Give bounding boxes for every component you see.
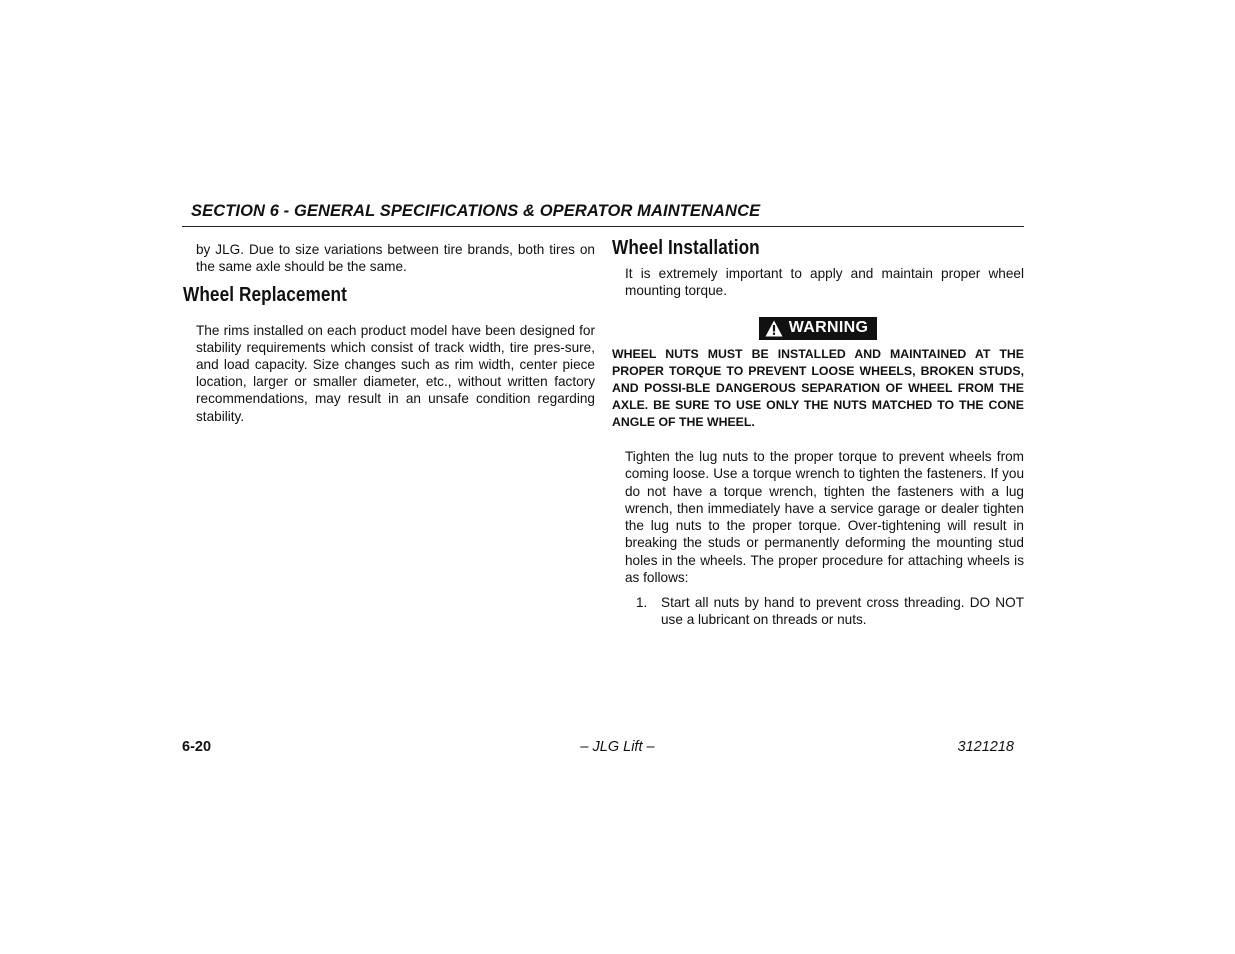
list-item [612, 594, 1024, 628]
header-rule [182, 226, 1024, 227]
step-number: 1. [636, 594, 648, 610]
left-column [183, 241, 595, 425]
wheel-installation-intro: It is extremely important to apply and maintain proper wheel mounting torque. [625, 266, 1024, 299]
warning-text: WHEEL NUTS MUST BE INSTALLED AND MAINTAINED AT THE PROPER TORQUE TO PREVENT LOOSE WHEELS, BROKEN STUDS, AND POSSI-BLE DANGEROUS SEPARATION OF WHEEL FROM THE AXLE. BE SURE TO USE ONLY THE NUTS MATCHED TO THE CONE ANGLE OF THE WHEEL. [612, 346, 1024, 430]
warning-badge [759, 317, 877, 340]
warning-banner [612, 317, 1024, 341]
wheel-installation-paragraph: Tighten the lug nuts to the proper torque to prevent wheels from coming loose. Use a torque wrench to tighten the fasteners. If you do not have a torque wrench, tighten the fasteners with a lug wrench, then immediately have a service garage or dealer tighten the lug nuts to the proper torque. Over-tightening will result in breaking the studs or permanently deforming the mounting stud holes in the wheels. The proper procedure for attaching wheels is as follows: [625, 449, 1024, 585]
footer-title: – JLG Lift – [580, 739, 655, 755]
wheel-replacement-heading: Wheel Replacement [183, 284, 347, 307]
intro-paragraph: by JLG. Due to size variations between tire brands, both tires on the same axle should be the same. [196, 242, 595, 275]
wheel-replacement-paragraph: The rims installed on each product model have been designed for stability requirements which consist of track width, tire pres-sure, and load capacity. Size changes such as rim width, center piece location, larger or smaller diameter, etc., without written factory recommendations, may result in an unsafe condition regarding stability. [196, 322, 595, 424]
wheel-installation-heading: Wheel Installation [612, 237, 760, 259]
warning-triangle-icon [765, 320, 783, 337]
document-number: 3121218 [957, 739, 1014, 755]
right-column [612, 237, 1024, 628]
section-header: SECTION 6 - GENERAL SPECIFICATIONS & OPERATOR MAINTENANCE [191, 202, 761, 220]
warning-label: WARNING [788, 319, 869, 337]
procedure-steps [612, 594, 1024, 628]
page-number: 6-20 [182, 739, 212, 755]
step-text: Start all nuts by hand to prevent cross threading. DO NOT use a lubricant on threads or nuts. [661, 594, 1024, 628]
